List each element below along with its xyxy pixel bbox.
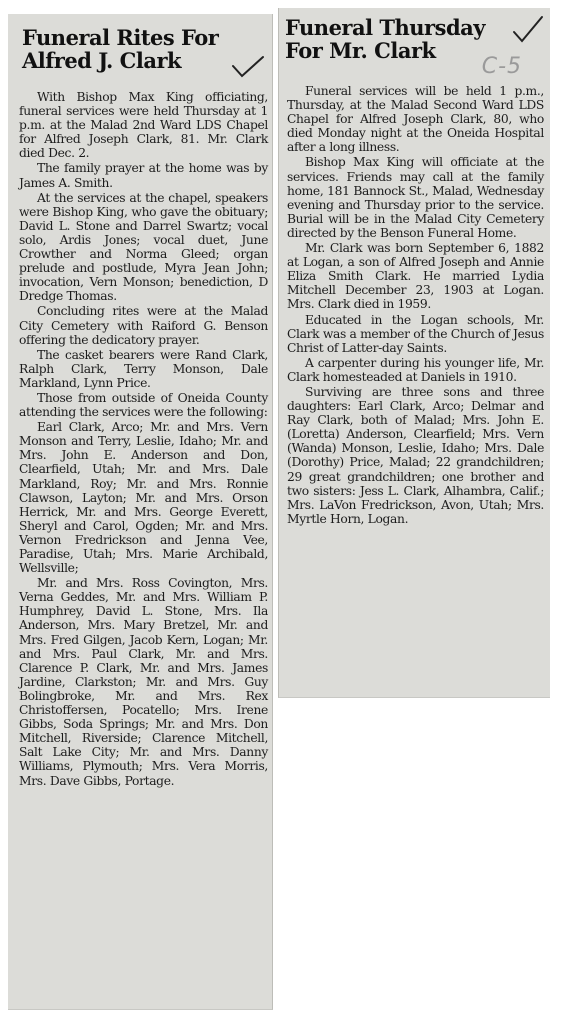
paragraph: Mr. and Mrs. Ross Covington, Mrs. Verna Geddes, Mr. and Mrs. William P. Humphrey, David L. Stone, Mrs. Ila Anderson, Mrs. Mary Bretzel, Mr. and Mrs. Fred Gilgen, Jacob Kern, Logan; Mr. and Mrs. Paul Clark, Mr. and Mrs. Clarence P. Clark, Mr. and Mrs. James Jardine, Clarkston; Mr. and Mrs. Guy Bolingbroke, Mr. and Mrs. Rex Christoffersen, Pocatello; Mrs. Irene Gibbs, Soda Springs; Mr. and Mrs. Don Mitchell, Riverside; Clarence Mitchell, Salt Lake City; Mr. and Mrs. Danny Williams, Plymouth; Mrs. Vera Morris, Mrs. Dave Gibbs, Portage.: [19, 576, 268, 788]
article-body-right: [279, 62, 550, 526]
paragraph: At the services at the chapel, speakers were Bishop King, who gave the obituary; David L. Stone and Darrel Swartz; vocal solo, Ardis Jones; vocal duet, June Crowther and Norma Gleed; organ prelude and postlude, Myra Jean John; invocation, Vern Monson; benediction, D Dredge Thomas.: [19, 190, 268, 304]
paragraph: Bishop Max King will officiate at the services. Friends may call at the family home, 181 Bannock St., Malad, Wednesday evening and Thursday prior to the service. Burial will be in the Malad City Cemetery directed by the Benson Funeral Home.: [287, 155, 544, 240]
headline-line-1: Funeral Thursday: [285, 15, 485, 40]
paragraph: Surviving are three sons and three daughters: Earl Clark, Arco; Delmar and Ray Clark, both of Malad; Mrs. John E. (Loretta) Anderson, Clearfield; Mrs. Vern (Wanda) Monson, Leslie, Idaho; Mrs. Dale (Dorothy) Price, Malad; 22 grandchildren; 29 great grandchildren; one brother and two sisters: Jess L. Clark, Alhambra, Calif.; Mrs. LaVon Fredrickson, Avon, Utah; Mrs. Myrtle Horn, Logan.: [287, 384, 544, 526]
headline-line-1: Funeral Rites For: [22, 25, 219, 50]
pencil-annotation: C-5: [481, 54, 522, 79]
checkmark-icon: [511, 14, 545, 44]
clipping-funeral-thursday: [278, 8, 550, 698]
paragraph: With Bishop Max King officiating, funeral services were held Thursday at 1 p.m. at the Malad 2nd Ward LDS Chapel for Alfred Joseph Clark, 81. Mr. Clark died Dec. 2.: [19, 90, 268, 161]
paragraph: The family prayer at the home was by James A. Smith.: [19, 161, 268, 190]
paragraph: Funeral services will be held 1 p.m., Thursday, at the Malad Second Ward LDS Chapel for Alfred Joseph Clark, 80, who died Monday night at the Oneida Hospital after a long illness.: [287, 84, 544, 155]
checkmark-icon: [230, 54, 266, 80]
clipping-funeral-rites: [8, 14, 273, 1010]
paragraph: Mr. Clark was born September 6, 1882 at Logan, a son of Alfred Joseph and Annie Eliza Smith Clark. He married Lydia Mitchell December 23, 1903 at Logan. Mrs. Clark died in 1959.: [287, 241, 544, 312]
paragraph: Earl Clark, Arco; Mr. and Mrs. Vern Monson and Terry, Leslie, Idaho; Mr. and Mrs. John E. Anderson and Don, Clearfield, Utah; Mr. and Mrs. Dale Markland, Roy; Mr. and Mrs. Ronnie Clawson, Layton; Mr. and Mrs. Orson Herrick, Mr. and Mrs. George Everett, Sheryl and Carol, Ogden; Mr. and Mrs. Vernon Fredrickson and Jenna Vee, Paradise, Utah; Mrs. Marie Archibald, Wellsville;: [19, 420, 268, 576]
paragraph: The casket bearers were Rand Clark, Ralph Clark, Terry Monson, Dale Markland, Lynn Price.: [19, 347, 268, 390]
paragraph: Educated in the Logan schools, Mr. Clark was a member of the Church of Jesus Christ of Latter-day Saints.: [287, 312, 544, 355]
headline-funeral-rites: [8, 14, 242, 72]
headline-line-2: For Mr. Clark: [285, 38, 436, 63]
headline-line-2: Alfred J. Clark: [22, 48, 182, 73]
headline-funeral-thursday: [279, 8, 500, 62]
paragraph: A carpenter during his younger life, Mr. Clark homesteaded at Daniels in 1910.: [287, 355, 544, 384]
paragraph: Concluding rites were at the Malad City Cemetery with Raiford G. Benson offering the dedicatory prayer.: [19, 304, 268, 347]
paragraph: Those from outside of Oneida County attending the services were the following:: [19, 390, 268, 420]
article-body-left: [8, 72, 272, 788]
